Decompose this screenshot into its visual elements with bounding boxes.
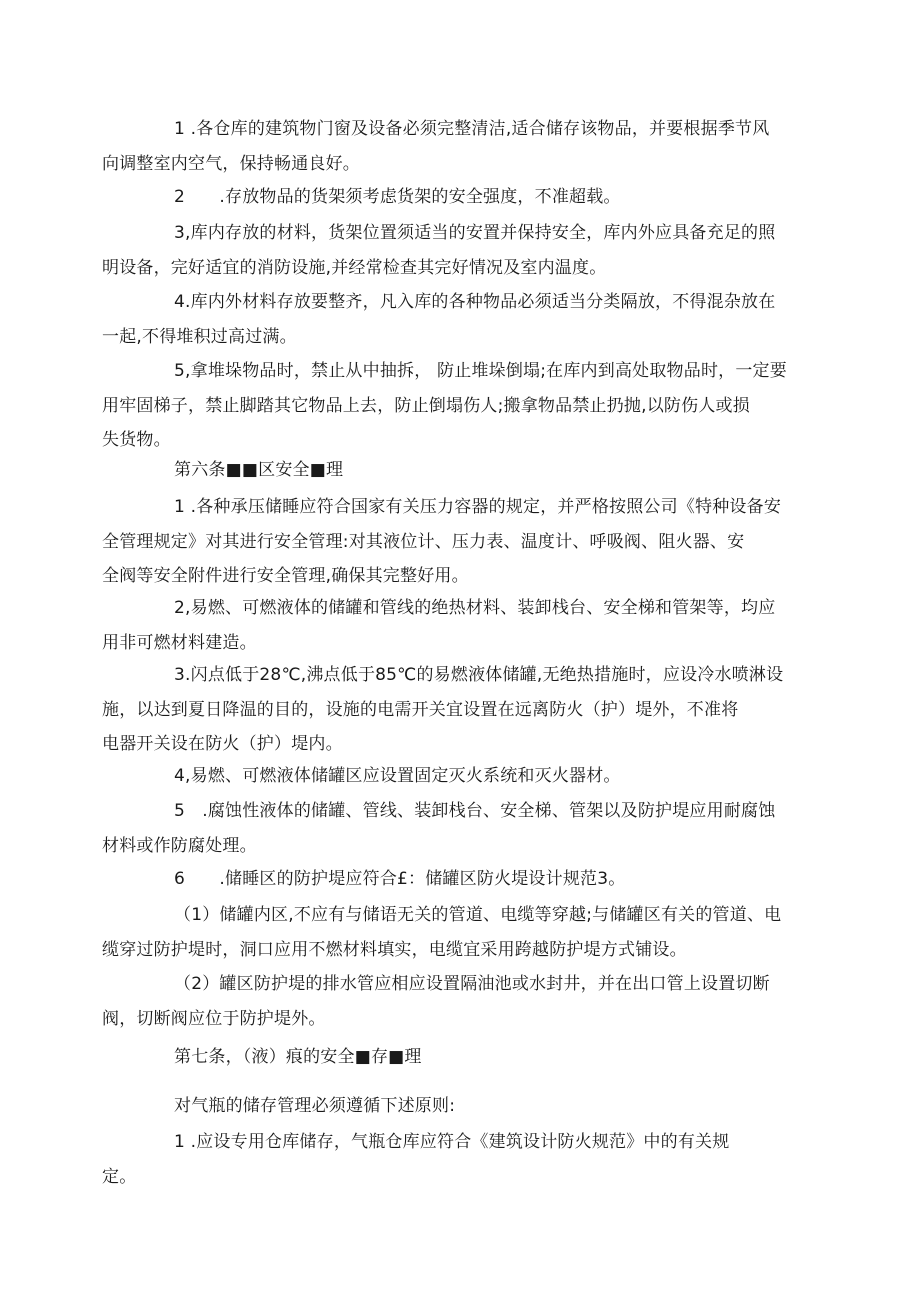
paragraph-line: 4.库内外材料存放要整齐，凡入库的各种物品必须适当分类隔放，不得混杂放在: [174, 292, 776, 312]
paragraph-line: 1 .各仓库的建筑物门窗及设备必须完整清洁,适合储存该物品，并要根据季节风: [174, 119, 770, 139]
paragraph-17: [102, 1125, 778, 1194]
paragraph-1: [102, 112, 778, 181]
section-heading: 第七条，（液）痕的安全■存■理: [174, 1047, 422, 1067]
paragraph-line: 用非可燃材料建造。: [102, 632, 257, 653]
paragraph-line: 4,易燃、可燃液体储罐区应设置固定灭火系统和灭火器材。: [174, 766, 621, 786]
paragraph-line: 失货物。: [102, 430, 171, 450]
section-heading-6: [138, 453, 778, 488]
paragraph-line: 2 .存放物品的货架须考虑货架的安全强度，不准超载。: [174, 187, 621, 207]
paragraph-line: 5,拿堆垛物品时，禁止从中抽拆， 防止堆垛倒塌;在库内到高处取物品时，一定要: [174, 361, 787, 381]
paragraph-10: [138, 759, 778, 794]
paragraph-line: 1 .应设专用仓库储存，气瓶仓库应符合《建筑设计防火规范》中的有关规: [174, 1132, 730, 1152]
paragraph-line: 全阀等安全附件进行安全管理,确保其完整好用。: [102, 566, 469, 586]
paragraph-line: 向调整室内空气，保持畅通良好。: [102, 153, 360, 174]
paragraph-9: [102, 658, 784, 762]
paragraph-line: 阀，切断阀应位于防护堤外。: [102, 1008, 326, 1029]
paragraph-line: 3.闪点低于28℃,沸点低于85℃的易燃液体储罐,无绝热措施时，应设冷水喷淋设: [174, 665, 784, 685]
paragraph-line: 缆穿过防护堤时，洞口应用不燃材料填实，电缆宜采用跨越防护堤方式铺设。: [102, 939, 687, 960]
paragraph-line: 5 .腐蚀性液体的储罐、管线、装卸栈台、安全梯、管架以及防护堤应用耐腐蚀: [174, 801, 776, 821]
paragraph-13: [102, 898, 782, 967]
paragraph-line: 2,易燃、可燃液体的储罐和管线的绝热材料、装卸栈台、安全梯和管架等，均应: [174, 598, 776, 618]
paragraph-12: [138, 862, 778, 897]
section-heading: 第六条■■区安全■理: [174, 460, 344, 480]
paragraph-11: [102, 794, 778, 863]
paragraph-line: 明设备，完好适宜的消防设施,并经常检查其完好情况及室内温度。: [102, 257, 607, 278]
paragraph-line: 1 .各种承压储睡应符合国家有关压力容器的规定，并严格按照公司《特种设备安: [174, 497, 782, 517]
paragraph-line: 定。: [102, 1166, 137, 1187]
paragraph-line: 3,库内存放的材料，货架位置须适当的安置并保持安全，库内外应具备充足的照: [174, 223, 776, 243]
paragraph-8: [102, 591, 778, 660]
paragraph-line: 全管理规定》对其进行安全管理:对其液位计、压力表、温度计、呼吸阀、阻火器、安: [102, 531, 745, 552]
paragraph-line: 电器开关设在防火（护）堤内。: [102, 734, 343, 754]
paragraph-2: [138, 180, 778, 215]
paragraph-3: [102, 216, 778, 285]
section-heading-7: [138, 1040, 778, 1075]
paragraph-line: 材料或作防腐处理。: [102, 835, 257, 856]
paragraph-4: [102, 285, 778, 354]
paragraph-line: 一起,不得堆积过高过满。: [102, 326, 297, 347]
paragraph-7: [102, 490, 782, 594]
paragraph-line: （1）储罐内区,不应有与储语无关的管道、电缆等穿越;与储罐区有关的管道、电: [174, 905, 782, 925]
paragraph-line: （2）罐区防护堤的排水管应相应设置隔油池或水封井，并在出口管上设置切断: [174, 974, 770, 994]
paragraph-line: 施，以达到夏日降温的目的，设施的电需开关宜设置在远离防火（护）堤外，不准将: [102, 699, 739, 720]
paragraph-line: 对气瓶的储存管理必须遵循下述原则:: [174, 1096, 456, 1116]
paragraph-5: [102, 354, 787, 458]
paragraph-line: 6 .储睡区的防护堤应符合£：储罐区防火堤设计规范3。: [174, 869, 626, 889]
paragraph-14: [102, 967, 778, 1036]
paragraph-16: [138, 1089, 778, 1124]
paragraph-line: 用牢固梯子，禁止脚踏其它物品上去，防止倒塌伤人;搬拿物品禁止扔抛,以防伤人或损: [102, 395, 750, 416]
